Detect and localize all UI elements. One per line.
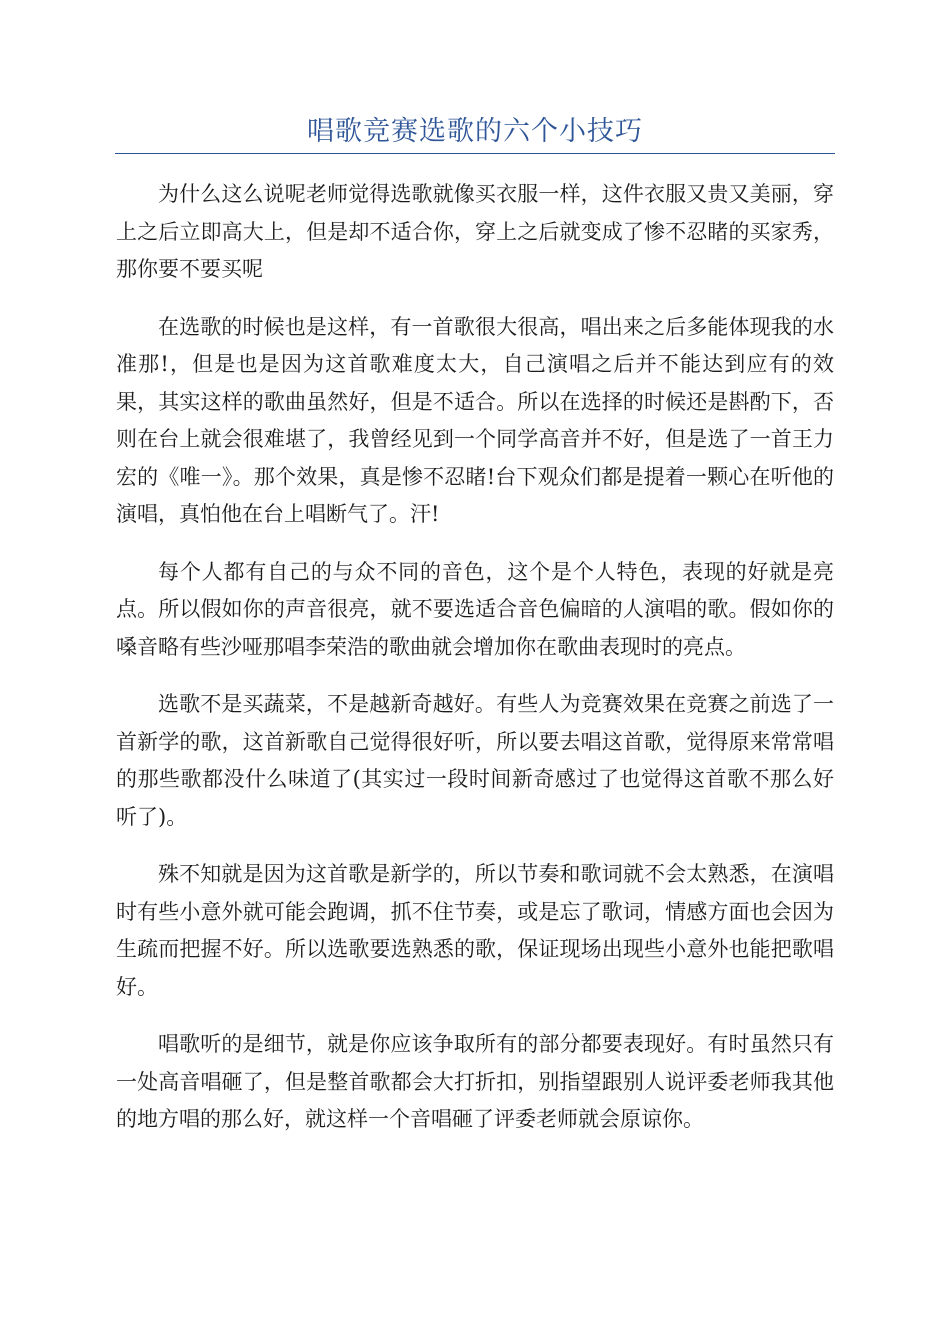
paragraph-6: 唱歌听的是细节，就是你应该争取所有的部分都要表现好。有时虽然只有一处高音唱砸了，但是整首歌都会大打折扣，别指望跟别人说评委老师我其他的地方唱的那么好，就这样一个音唱砸了评委老师就会原谅你。 (116, 1032, 834, 1131)
paragraph-2: 在选歌的时候也是这样，有一首歌很大很高，唱出来之后多能体现我的水准那!，但是也是因为这首歌难度太大，自己演唱之后并不能达到应有的效果，其实这样的歌曲虽然好，但是不适合。所以在选择的时候还是斟酌下，否则在台上就会很难堪了，我曾经见到一个同学高音并不好，但是选了一首王力宏的《唯一》。那个效果，真是惨不忍睹!台下观众们都是提着一颗心在听他的演唱，真怕他在台上唱断气了。汗! (116, 314, 834, 526)
title-underline (115, 153, 835, 154)
document-title: 唱歌竞赛选歌的六个小技巧 (307, 116, 643, 147)
paragraph-1: 为什么这么说呢老师觉得选歌就像买衣服一样，这件衣服又贵又美丽，穿上之后立即高大上，但是却不适合你，穿上之后就变成了惨不忍睹的买家秀，那你要不要买呢 (116, 182, 834, 281)
paragraph-3: 每个人都有自己的与众不同的音色，这个是个人特色，表现的好就是亮点。所以假如你的声音很亮，就不要选适合音色偏暗的人演唱的歌。假如你的嗓音略有些沙哑那唱李荣浩的歌曲就会增加你在歌曲表现时的亮点。 (116, 559, 834, 659)
paragraph-4: 选歌不是买蔬菜，不是越新奇越好。有些人为竞赛效果在竞赛之前选了一首新学的歌，这首新歌自己觉得很好听，所以要去唱这首歌，觉得原来常常唱的那些歌都没什么味道了(其实过一段时间新奇感过了也觉得这首歌不那么好听了)。 (116, 692, 834, 829)
document-body (116, 176, 834, 1159)
paragraph-5: 殊不知就是因为这首歌是新学的，所以节奏和歌词就不会太熟悉，在演唱时有些小意外就可能会跑调，抓不住节奏，或是忘了歌词，情感方面也会因为生疏而把握不好。所以选歌要选熟悉的歌，保证现场出现些小意外也能把歌唱好。 (116, 862, 834, 999)
